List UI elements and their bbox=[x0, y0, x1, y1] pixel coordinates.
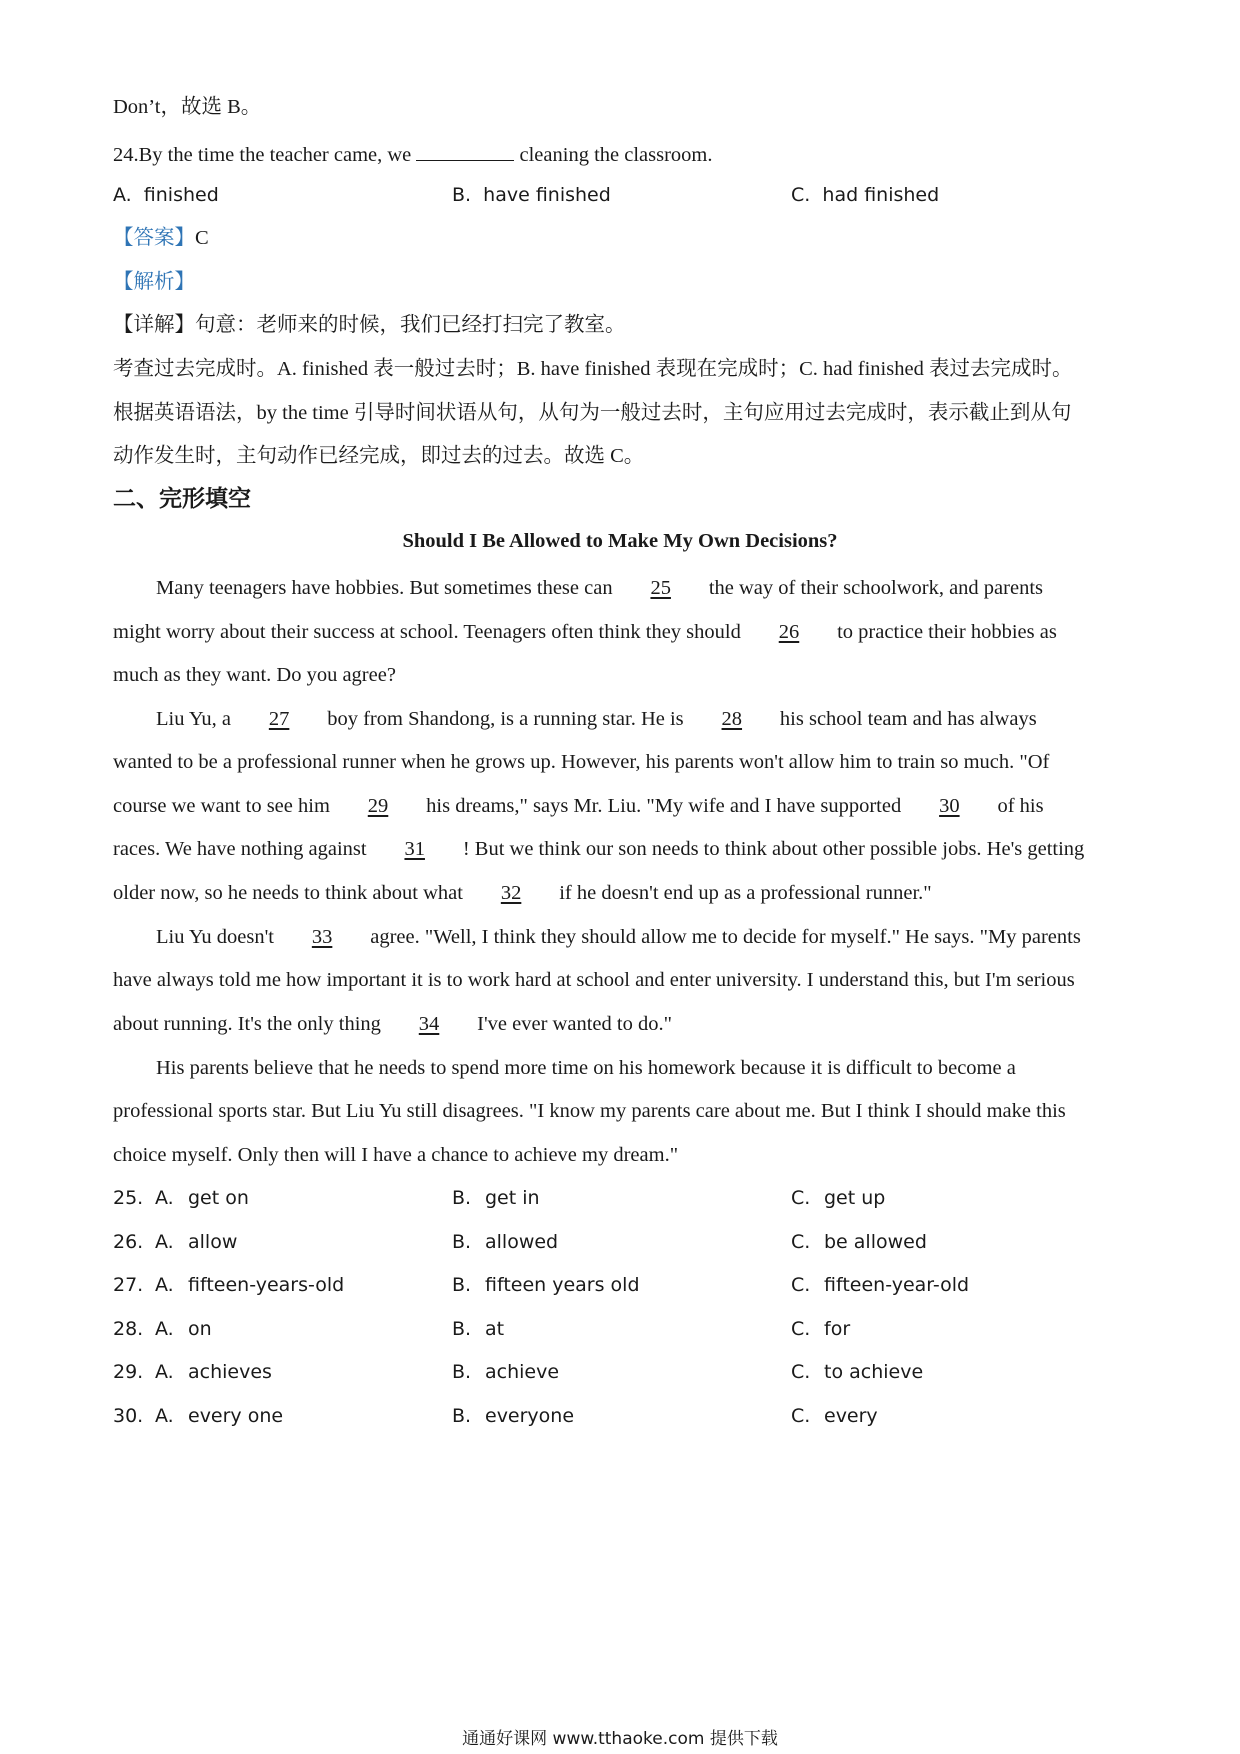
q24-stem bbox=[113, 138, 1132, 169]
option-c-text: get up bbox=[824, 1187, 886, 1209]
q24-option-b bbox=[452, 181, 611, 209]
option-letter-c: C. bbox=[791, 1318, 811, 1340]
footer-source: 通通好课网 www.tthaoke.com 提供下载 bbox=[462, 1729, 778, 1749]
option-a-text: fifteen-years-old bbox=[188, 1274, 345, 1296]
cloze-blank-31: 31 bbox=[404, 838, 425, 860]
option-a-text: on bbox=[188, 1318, 212, 1340]
passage-text: His parents believe that he needs to spend more time on his homework because it is difficult to become a bbox=[156, 1057, 1016, 1079]
passage-text: older now, so he needs to think about what bbox=[113, 882, 469, 904]
answer-tag: 【答案】 bbox=[113, 227, 195, 249]
passage-text: to practice their hobbies as bbox=[831, 621, 1057, 643]
passage-line bbox=[156, 574, 1132, 602]
cloze-blank-26: 26 bbox=[778, 621, 800, 643]
option-text: have finished bbox=[483, 184, 611, 206]
passage-text: have always told me how important it is to work hard at school and enter university. I understand this, but I'm serious bbox=[113, 969, 1075, 991]
option-letter-a: A. bbox=[155, 1231, 174, 1253]
passage-text: his dreams," says Mr. Liu. "My wife and I have supported bbox=[421, 795, 907, 817]
passage-line bbox=[113, 835, 1132, 863]
passage-text: might worry about their success at school. Teenagers often think they should bbox=[113, 621, 746, 643]
passage-text: of his bbox=[992, 795, 1044, 817]
question-number: 26. bbox=[113, 1231, 144, 1253]
option-b-text: get in bbox=[485, 1187, 540, 1209]
option-letter-a: A. bbox=[155, 1318, 174, 1340]
option-letter-a: A. bbox=[155, 1187, 174, 1209]
q24-explain-3: 动作发生时，主句动作已经完成，即过去的过去。故选 C。 bbox=[113, 445, 645, 467]
passage-text: professional sports star. But Liu Yu still disagrees. "I know my parents care about me. But I think I should make this bbox=[113, 1100, 1066, 1122]
cloze-blank-34: 34 bbox=[418, 1013, 440, 1035]
passage-text: I've ever wanted to do." bbox=[472, 1013, 672, 1035]
passage-text: boy from Shandong, is a running star. He is bbox=[322, 708, 689, 730]
option-letter-b: B. bbox=[452, 1187, 472, 1209]
passage-text: wanted to be a professional runner when he grows up. However, his parents won't allow him to train so much. "Of bbox=[113, 751, 1050, 773]
option-letter: A. bbox=[113, 184, 132, 206]
option-c-text: every bbox=[824, 1405, 878, 1427]
option-c-text: fifteen-year-old bbox=[824, 1274, 970, 1296]
option-letter-c: C. bbox=[791, 1405, 811, 1427]
passage-text: Many teenagers have hobbies. But sometimes these can bbox=[156, 577, 618, 599]
passage-line bbox=[113, 966, 1132, 994]
option-b-text: allowed bbox=[485, 1231, 559, 1253]
option-letter-b: B. bbox=[452, 1405, 472, 1427]
passage-line bbox=[113, 879, 1132, 907]
passage-text: about running. It's the only thing bbox=[113, 1013, 387, 1035]
option-b-text: achieve bbox=[485, 1361, 560, 1383]
q24-explain-1: 考查过去完成时。A. finished 表一般过去时；B. have finished 表现在完成时；C. had finished 表过去完成时。 bbox=[113, 358, 1073, 380]
passage-line bbox=[156, 705, 1132, 733]
option-letter-c: C. bbox=[791, 1187, 811, 1209]
passage-line bbox=[113, 661, 1132, 689]
passage-title: Should I Be Allowed to Make My Own Decisions? bbox=[402, 530, 838, 552]
option-text: had finished bbox=[822, 184, 940, 206]
option-a-text: every one bbox=[188, 1405, 284, 1427]
q23-answer-tail: Don’t，故选 B。 bbox=[113, 96, 262, 118]
option-text: finished bbox=[143, 184, 219, 206]
option-b-text: at bbox=[485, 1318, 505, 1340]
option-letter-c: C. bbox=[791, 1361, 811, 1383]
cloze-blank-27: 27 bbox=[268, 708, 290, 730]
option-b-text: everyone bbox=[485, 1405, 575, 1427]
cloze-blank-33: 33 bbox=[311, 926, 333, 948]
question-number: 30. bbox=[113, 1405, 144, 1427]
q24-option-c bbox=[791, 181, 939, 209]
option-c-text: to achieve bbox=[824, 1361, 924, 1383]
q24-explain-2: 根据英语语法，by the time 引导时间状语从句，从句为一般过去时，主句应用过去完成时，表示截止到从句 bbox=[113, 402, 1072, 424]
q24-option-a bbox=[113, 181, 219, 209]
q24-analysis-tag: 【解析】 bbox=[113, 271, 195, 293]
answer-value: C bbox=[195, 227, 209, 249]
q24-stem-after: cleaning the classroom. bbox=[514, 144, 713, 166]
cloze-blank-25: 25 bbox=[650, 577, 671, 599]
question-number: 25. bbox=[113, 1187, 144, 1209]
question-number: 28. bbox=[113, 1318, 144, 1340]
option-letter-a: A. bbox=[155, 1405, 174, 1427]
option-letter-b: B. bbox=[452, 1231, 472, 1253]
passage-text: Liu Yu doesn't bbox=[156, 926, 280, 948]
passage-text: choice myself. Only then will I have a chance to achieve my dream." bbox=[113, 1144, 679, 1166]
option-a-text: get on bbox=[188, 1187, 249, 1209]
option-letter-a: A. bbox=[155, 1274, 174, 1296]
option-letter: B. bbox=[452, 184, 472, 206]
option-a-text: achieves bbox=[188, 1361, 272, 1383]
option-letter-c: C. bbox=[791, 1231, 811, 1253]
passage-line bbox=[156, 923, 1132, 951]
passage-text: his school team and has always bbox=[774, 708, 1037, 730]
cloze-blank-32: 32 bbox=[500, 882, 522, 904]
passage-line bbox=[113, 748, 1132, 776]
passage-line bbox=[113, 1010, 1132, 1038]
passage-text: Liu Yu, a bbox=[156, 708, 237, 730]
q24-detail: 【详解】句意：老师来的时候，我们已经打扫完了教室。 bbox=[113, 314, 626, 336]
passage-text: races. We have nothing against bbox=[113, 838, 372, 860]
cloze-blank-29: 29 bbox=[367, 795, 389, 817]
question-number: 27. bbox=[113, 1274, 144, 1296]
passage-text: course we want to see him bbox=[113, 795, 336, 817]
q24-stem-before: 24.By the time the teacher came, we bbox=[113, 144, 417, 166]
passage-line bbox=[113, 1141, 1132, 1169]
passage-line bbox=[113, 618, 1132, 646]
option-letter-b: B. bbox=[452, 1318, 472, 1340]
passage-line bbox=[113, 1097, 1132, 1125]
q24-blank bbox=[416, 138, 514, 161]
passage-line bbox=[113, 792, 1132, 820]
question-number: 29. bbox=[113, 1361, 144, 1383]
passage-text: much as they want. Do you agree? bbox=[113, 664, 396, 686]
option-a-text: allow bbox=[188, 1231, 238, 1253]
passage-text: if he doesn't end up as a professional runner." bbox=[554, 882, 932, 904]
passage-text: the way of their schoolwork, and parents bbox=[703, 577, 1043, 599]
option-letter-c: C. bbox=[791, 1274, 811, 1296]
section-heading: 二、完形填空 bbox=[113, 486, 251, 511]
passage-line bbox=[156, 1054, 1132, 1082]
passage-text: ! But we think our son needs to think about other possible jobs. He's getting bbox=[457, 838, 1085, 860]
q24-answer bbox=[113, 224, 1132, 252]
passage-text: agree. "Well, I think they should allow me to decide for myself." He says. "My parents bbox=[365, 926, 1081, 948]
option-b-text: fifteen years old bbox=[485, 1274, 640, 1296]
cloze-blank-30: 30 bbox=[939, 795, 960, 817]
option-c-text: be allowed bbox=[824, 1231, 927, 1253]
option-c-text: for bbox=[824, 1318, 851, 1340]
option-letter-b: B. bbox=[452, 1274, 472, 1296]
cloze-blank-28: 28 bbox=[721, 708, 743, 730]
option-letter-b: B. bbox=[452, 1361, 472, 1383]
option-letter: C. bbox=[791, 184, 811, 206]
option-letter-a: A. bbox=[155, 1361, 174, 1383]
